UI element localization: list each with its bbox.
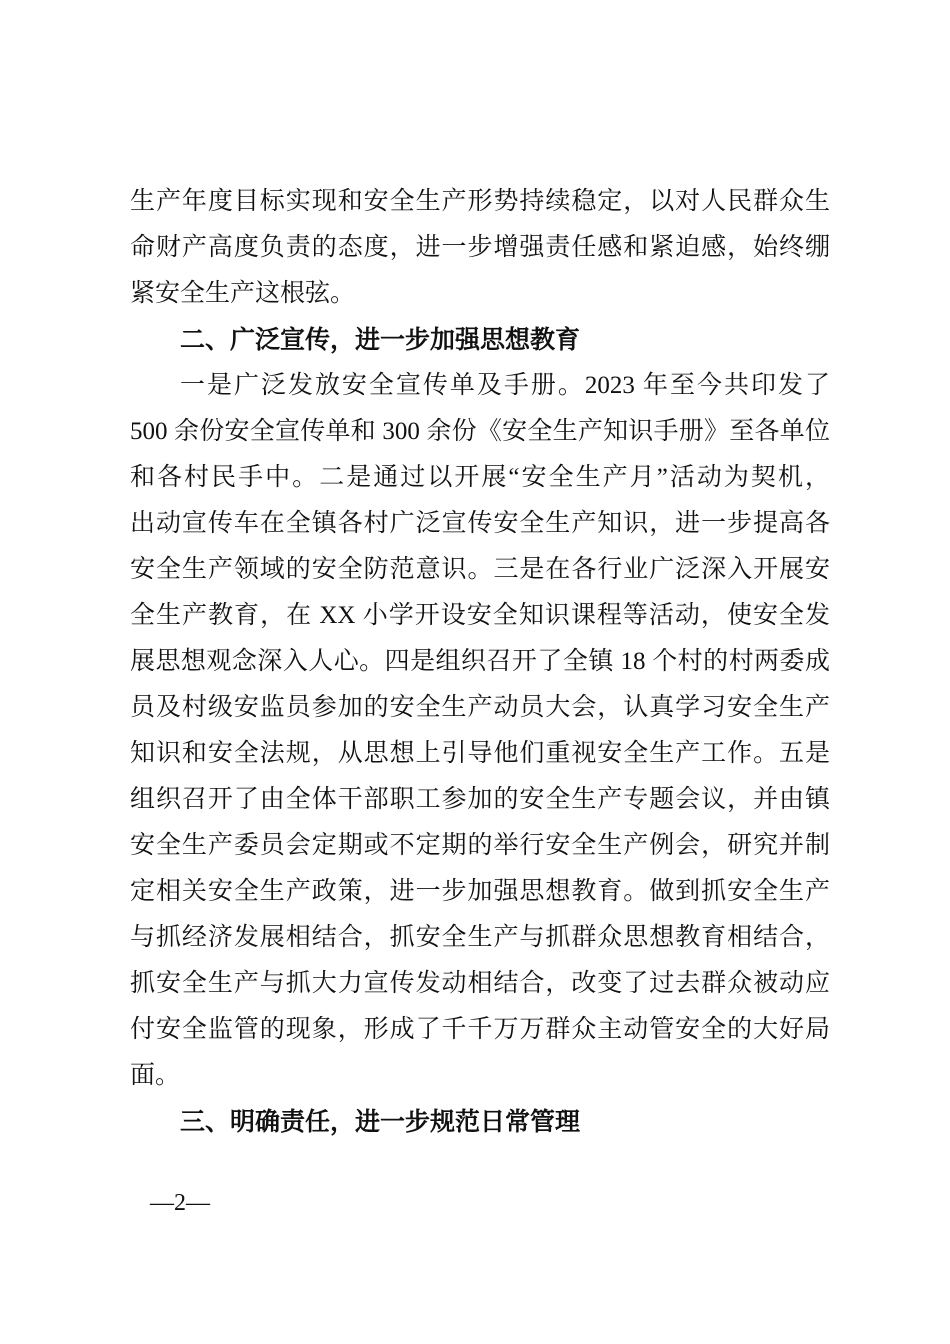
paragraph-line: 付安全监管的现象，形成了千千万万群众主动管安全的大好局 xyxy=(130,1016,830,1043)
paragraph-line: 组织召开了由全体干部职工参加的安全生产专题会议，并由镇 xyxy=(130,786,830,813)
paragraph-line: 500 余份安全宣传单和 300 余份《安全生产知识手册》至各单位 xyxy=(130,418,830,445)
paragraph-line: 定相关安全生产政策，进一步加强思想教育。做到抓安全生产 xyxy=(130,878,830,905)
paragraph-line: 展思想观念深入人心。四是组织召开了全镇 18 个村的村两委成 xyxy=(130,648,830,675)
paragraph-line: 和各村民手中。二是通过以开展“安全生产月”活动为契机， xyxy=(130,464,830,491)
paragraph-line: 生产年度目标实现和安全生产形势持续稳定，以对人民群众生 xyxy=(130,188,830,215)
paragraph-line: 命财产高度负责的态度，进一步增强责任感和紧迫感，始终绷 xyxy=(130,234,830,261)
paragraph-line: 知识和安全法规，从思想上引导他们重视安全生产工作。五是 xyxy=(130,740,830,767)
page-number: —2— xyxy=(150,1190,210,1216)
paragraph-line: 紧安全生产这根弦。 xyxy=(130,280,356,307)
paragraph-line: 与抓经济发展相结合，抓安全生产与抓群众思想教育相结合， xyxy=(130,924,830,951)
section-heading: 三、明确责任，进一步规范日常管理 xyxy=(180,1108,581,1136)
paragraph-line: 出动宣传车在全镇各村广泛宣传安全生产知识，进一步提高各 xyxy=(130,510,830,537)
paragraph-line: 一是广泛发放安全宣传单及手册。2023 年至今共印发了 xyxy=(180,372,830,399)
paragraph-line: 员及村级安监员参加的安全生产动员大会，认真学习安全生产 xyxy=(130,694,830,721)
paragraph-line: 抓安全生产与抓大力宣传发动相结合，改变了过去群众被动应 xyxy=(130,970,830,997)
paragraph-line: 安全生产委员会定期或不定期的举行安全生产例会，研究并制 xyxy=(130,832,830,859)
document-body xyxy=(130,179,830,1145)
paragraph-line: 安全生产领域的安全防范意识。三是在各行业广泛深入开展安 xyxy=(130,556,830,583)
section-heading: 二、广泛宣传，进一步加强思想教育 xyxy=(180,326,581,354)
paragraph-line: 面。 xyxy=(130,1062,181,1089)
paragraph-line: 全生产教育，在 XX 小学开设安全知识课程等活动，使安全发 xyxy=(130,602,830,629)
